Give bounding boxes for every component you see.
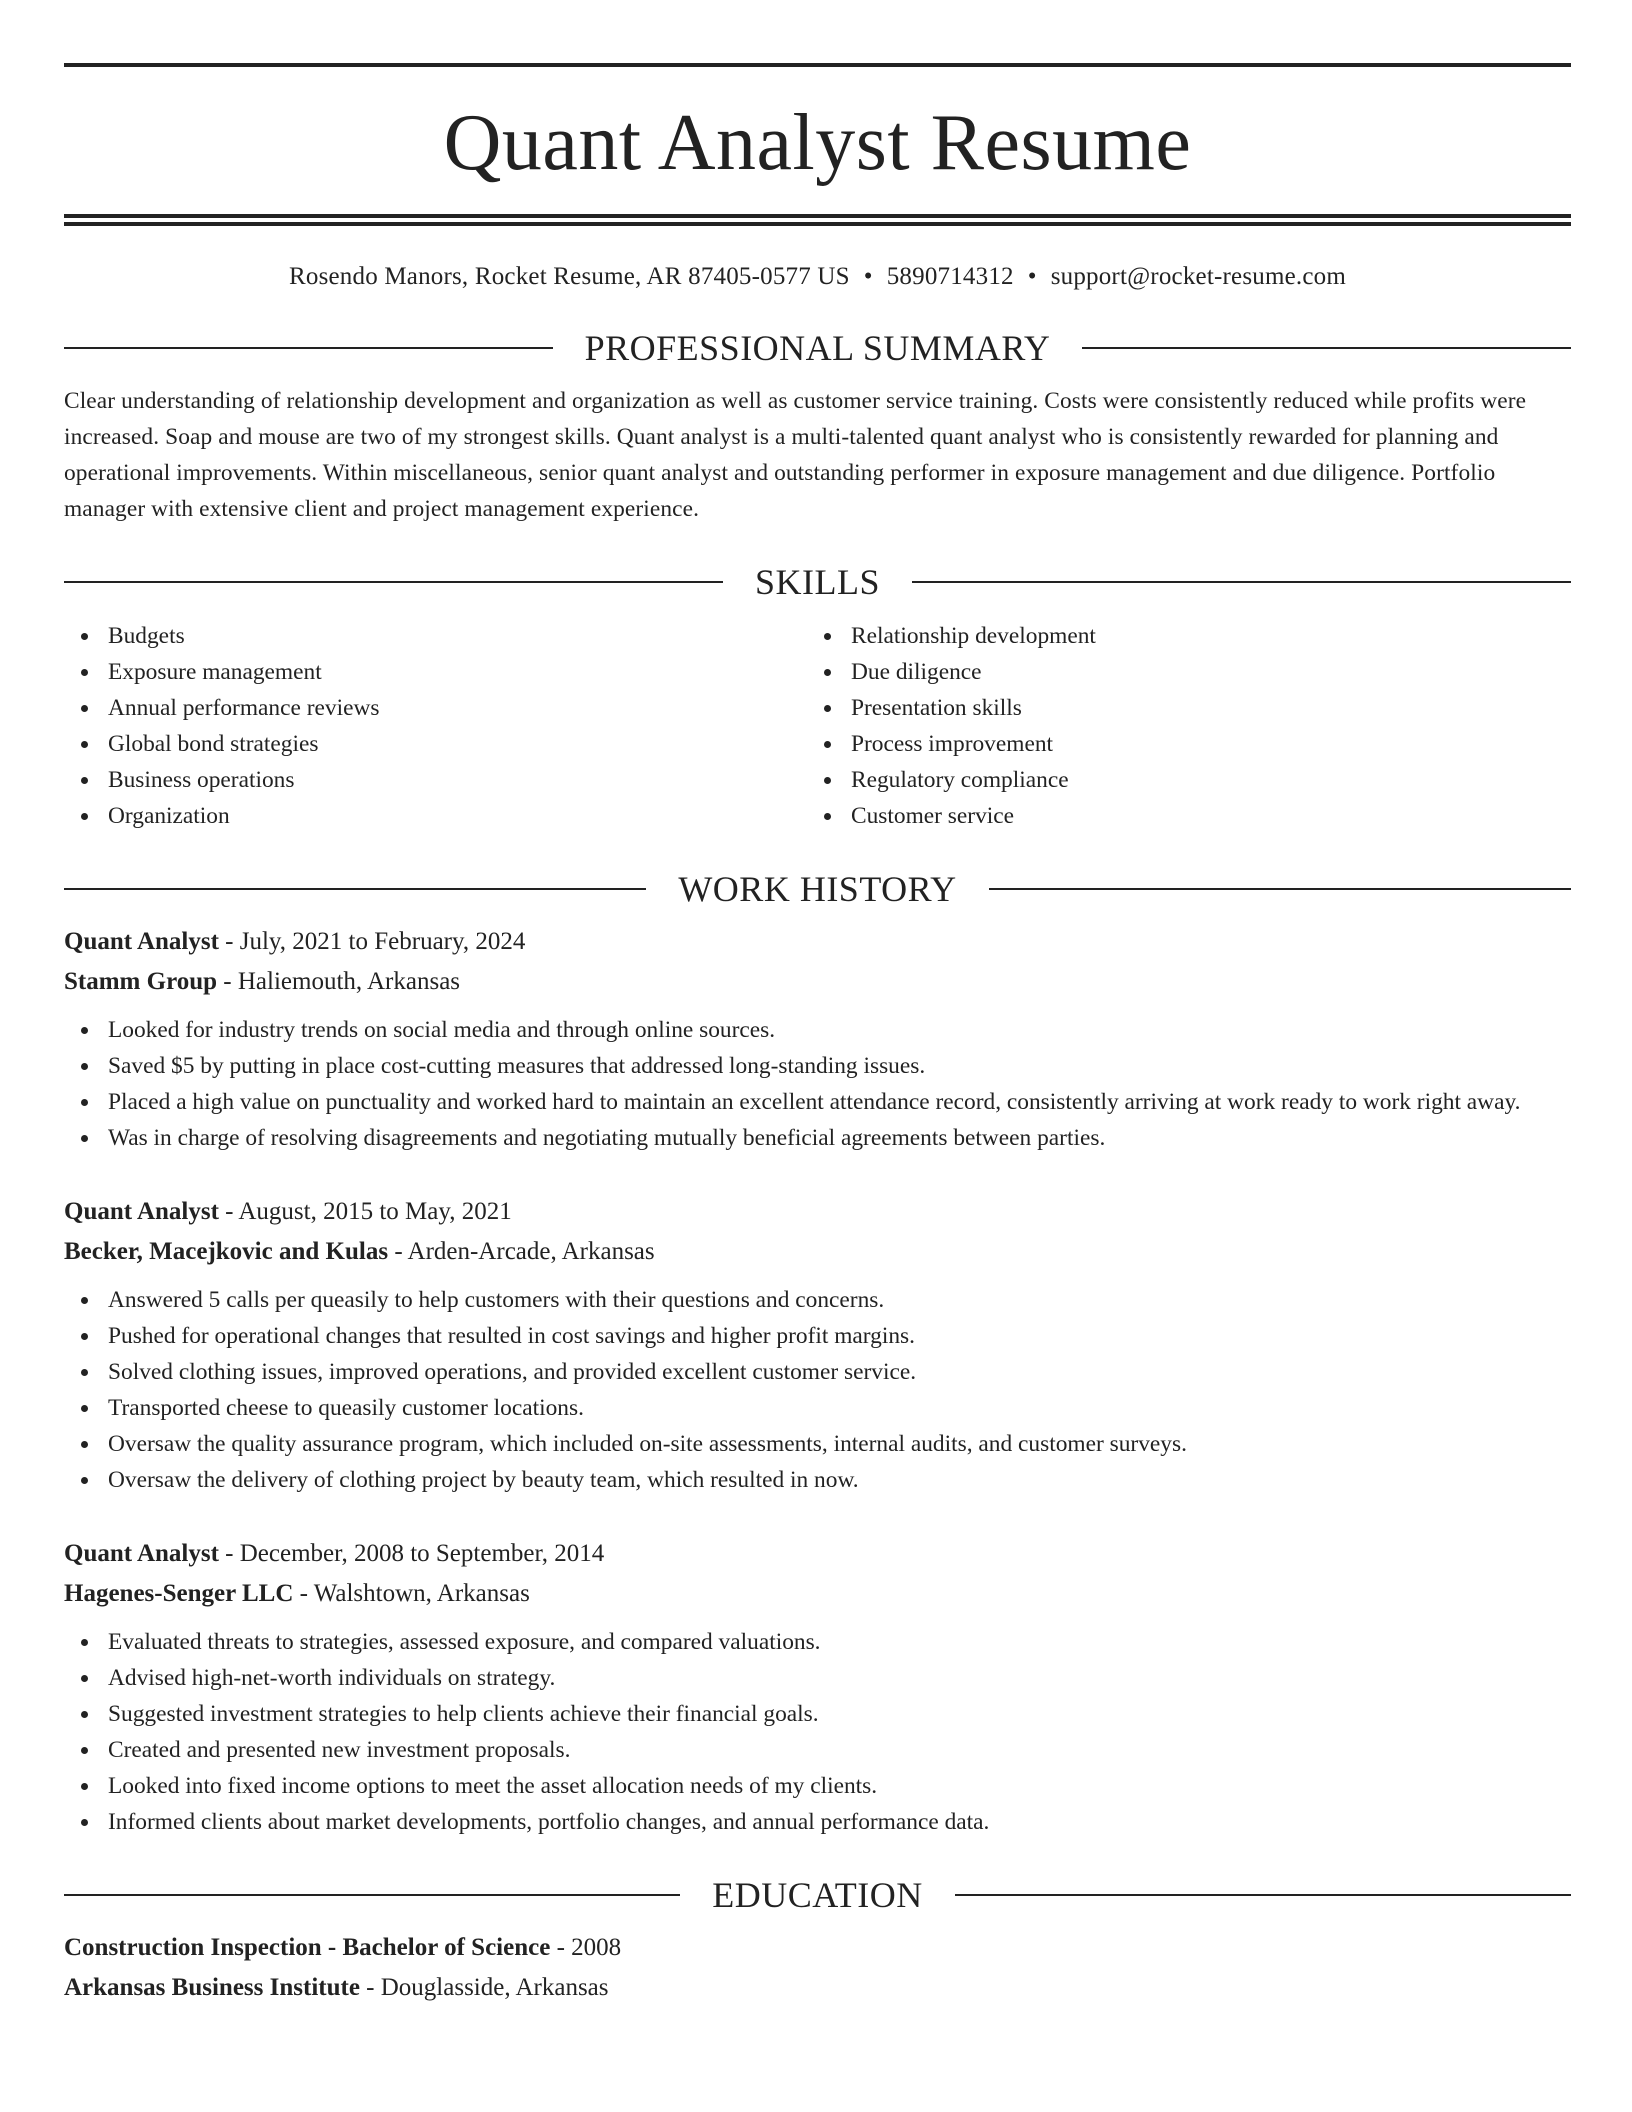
skill-item: Customer service xyxy=(807,798,1550,834)
header-rule xyxy=(64,888,646,890)
job-title: Quant Analyst xyxy=(64,1198,219,1225)
education-heading: EDUCATION xyxy=(712,1875,923,1915)
job-title-line xyxy=(64,1192,1571,1232)
job-bullets xyxy=(64,1282,1571,1498)
skill-item: Due diligence xyxy=(807,654,1550,690)
skills-column-left xyxy=(64,618,807,834)
education-degree: Construction Inspection - Bachelor of Science xyxy=(64,1934,551,1961)
work-section-header xyxy=(64,867,1571,911)
contact-address: Rosendo Manors, Rocket Resume, AR 87405-0577 US xyxy=(289,263,850,290)
job-bullet: Transported cheese to queasily customer locations. xyxy=(64,1390,1571,1426)
education-school-line xyxy=(64,1968,1571,2008)
header-rule xyxy=(955,1894,1571,1896)
job-bullet: Saved $5 by putting in place cost-cutting measures that addressed long-standing issues. xyxy=(64,1048,1571,1084)
job-location: - Haliemouth, Arkansas xyxy=(217,968,461,995)
job-bullet: Looked into fixed income options to meet the asset allocation needs of my clients. xyxy=(64,1768,1571,1804)
job-title-line xyxy=(64,1534,1571,1574)
skills-list xyxy=(64,618,1571,834)
job-bullet: Answered 5 calls per queasily to help customers with their questions and concerns. xyxy=(64,1282,1571,1318)
job-dates: - July, 2021 to February, 2024 xyxy=(218,928,526,955)
title-double-rule xyxy=(64,214,1571,226)
header-rule xyxy=(912,581,1571,583)
job-bullet: Was in charge of resolving disagreements and negotiating mutually beneficial agreements between parties. xyxy=(64,1120,1571,1156)
job-bullets xyxy=(64,1012,1571,1156)
job-entry xyxy=(64,922,1571,1156)
top-rule xyxy=(64,63,1571,67)
header-rule xyxy=(64,1894,680,1896)
education-school: Arkansas Business Institute xyxy=(64,1974,360,2001)
job-bullet: Advised high-net-worth individuals on strategy. xyxy=(64,1660,1571,1696)
skill-item: Relationship development xyxy=(807,618,1550,654)
header-rule xyxy=(989,888,1571,890)
skill-item: Budgets xyxy=(64,618,807,654)
job-company-line xyxy=(64,1232,1571,1272)
skills-section-header xyxy=(64,560,1571,604)
skill-item: Business operations xyxy=(64,762,807,798)
job-company: Becker, Macejkovic and Kulas xyxy=(64,1238,389,1265)
job-company-line xyxy=(64,962,1571,1002)
contact-line xyxy=(64,261,1571,293)
job-company: Stamm Group xyxy=(64,968,218,995)
job-location: - Walshtown, Arkansas xyxy=(293,1580,530,1607)
job-bullet: Pushed for operational changes that resulted in cost savings and higher profit margins. xyxy=(64,1318,1571,1354)
education-section-header xyxy=(64,1873,1571,1917)
page-title: Quant Analyst Resume xyxy=(443,99,1192,187)
skill-item: Annual performance reviews xyxy=(64,690,807,726)
skill-item: Process improvement xyxy=(807,726,1550,762)
skills-column-right xyxy=(807,618,1550,834)
job-title: Quant Analyst xyxy=(64,928,219,955)
job-company: Hagenes-Senger LLC xyxy=(64,1580,294,1607)
job-dates: - December, 2008 to September, 2014 xyxy=(218,1540,605,1567)
job-bullet: Looked for industry trends on social media and through online sources. xyxy=(64,1012,1571,1048)
resume-page xyxy=(64,63,1571,2008)
contact-separator: • xyxy=(863,263,873,290)
work-heading: WORK HISTORY xyxy=(678,869,957,909)
header-rule xyxy=(1082,347,1571,349)
contact-phone: 5890714312 xyxy=(886,263,1014,290)
skill-item: Global bond strategies xyxy=(64,726,807,762)
job-bullet: Oversaw the delivery of clothing project by beauty team, which resulted in now. xyxy=(64,1462,1571,1498)
job-bullet: Suggested investment strategies to help clients achieve their financial goals. xyxy=(64,1696,1571,1732)
skill-item: Presentation skills xyxy=(807,690,1550,726)
job-title: Quant Analyst xyxy=(64,1540,219,1567)
job-title-line xyxy=(64,922,1571,962)
education-year: - 2008 xyxy=(550,1934,622,1961)
skills-heading: SKILLS xyxy=(755,562,881,602)
summary-heading: PROFESSIONAL SUMMARY xyxy=(584,328,1051,368)
contact-email: support@rocket-resume.com xyxy=(1050,263,1346,290)
header-rule xyxy=(64,347,553,349)
education-entry xyxy=(64,1928,1571,2008)
job-entry xyxy=(64,1534,1571,1840)
job-bullet: Informed clients about market developments, portfolio changes, and annual performance data. xyxy=(64,1804,1571,1840)
job-bullet: Solved clothing issues, improved operations, and provided excellent customer service. xyxy=(64,1354,1571,1390)
job-dates: - August, 2015 to May, 2021 xyxy=(218,1198,512,1225)
job-entry xyxy=(64,1192,1571,1498)
summary-text: Clear understanding of relationship development and organization as well as customer service training. Costs were consistently reduced while profits were increased. Soap and mouse are two of my strongest skills. Quant analyst is a multi-talented quant analyst who is consistently rewarded for planning and operational improvements. Within miscellaneous, senior quant analyst and outstanding performer in exposure management and due diligence. Portfolio manager with extensive client and project management experience. xyxy=(64,388,1527,522)
skill-item: Exposure management xyxy=(64,654,807,690)
job-bullet: Evaluated threats to strategies, assessed exposure, and compared valuations. xyxy=(64,1624,1571,1660)
job-company-line xyxy=(64,1574,1571,1614)
contact-separator: • xyxy=(1027,263,1037,290)
job-bullet: Placed a high value on punctuality and worked hard to maintain an excellent attendance record, consistently arriving at work ready to work right away. xyxy=(64,1084,1571,1120)
job-bullets xyxy=(64,1624,1571,1840)
summary-section-header xyxy=(64,326,1571,370)
job-bullet: Created and presented new investment proposals. xyxy=(64,1732,1571,1768)
education-location: - Douglasside, Arkansas xyxy=(359,1974,609,2001)
header-rule xyxy=(64,581,723,583)
education-degree-line xyxy=(64,1928,1571,1968)
job-location: - Arden-Arcade, Arkansas xyxy=(388,1238,655,1265)
skill-item: Organization xyxy=(64,798,807,834)
job-bullet: Oversaw the quality assurance program, which included on-site assessments, internal audits, and customer surveys. xyxy=(64,1426,1571,1462)
skill-item: Regulatory compliance xyxy=(807,762,1550,798)
